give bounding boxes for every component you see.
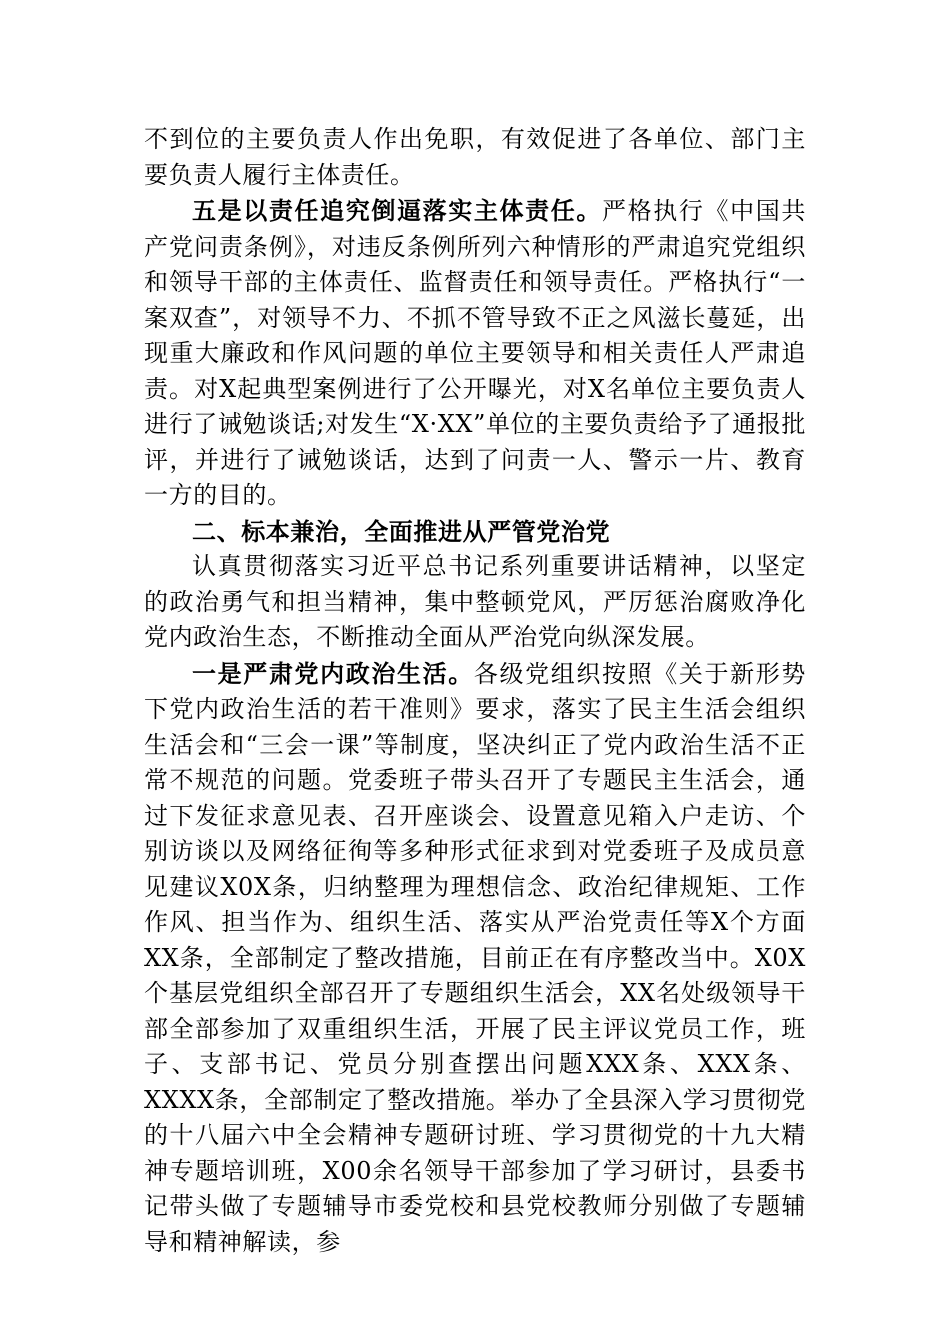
paragraph-intro xyxy=(144,549,806,656)
paragraph-body: 认真贯彻落实习近平总书记系列重要讲话精神，以坚定的政治勇气和担当精神，集中整顿党风，严厉惩治腐败净化党内政治生态，不断推动全面从严治党向纵深发展。 xyxy=(144,552,806,651)
paragraph-lead: 一是严肃党内政治生活。 xyxy=(192,658,474,688)
document-body xyxy=(144,122,806,1260)
paragraph-accountability xyxy=(144,193,806,514)
paragraph-political-life xyxy=(144,656,806,1261)
paragraph-body: 严格执行《中国共产党问责条例》，对违反条例所列六种情形的严肃追究党组织和领导干部的主体责任、监督责任和领导责任。严格执行“一案双查”，对领导不力、不抓不管导致不正之风滋长蔓延，出现重大廉政和作风问题的单位主要领导和相关责任人严肃追责。对X起典型案例进行了公开曝光，对X名单位主要负责人进行了诫勉谈话;对发生“X·XX”单位的主要负责给予了通报批评，并进行了诫勉谈话，达到了问责一人、警示一片、教育一方的目的。 xyxy=(144,197,806,509)
paragraph-body: 不到位的主要负责人作出免职，有效促进了各单位、部门主要负责人履行主体责任。 xyxy=(144,125,806,189)
paragraph-body: 各级党组织按照《关于新形势下党内政治生活的若干准则》要求，落实了民主生活会组织生活会和“三会一课”等制度，坚决纠正了党内政治生活不正常不规范的问题。党委班子带头召开了专题民主生活会，通过下发征求意见表、召开座谈会、设置意见箱入户走访、个别访谈以及网络征徇等多种形式征求到对党委班子及成员意见建议X0X条，归纳整理为理想信念、政治纪律规矩、工作作风、担当作为、组织生活、落实从严治党责任等X个方面XX条，全部制定了整改措施，目前正在有序整改当中。X0X个基层党组织全部召开了专题组织生活会，XX名处级领导干部全部参加了双重组织生活，开展了民主评议党员工作，班子、支部书记、党员分别查摆出问题XXX条、XXX条、XXXX条，全部制定了整改措施。举办了全县深入学习贯彻党的十八届六中全会精神专题研讨班、学习贯彻党的十九大精神专题培训班，X00余名领导干部参加了学习研讨，县委书记带头做了专题辅导市委党校和县党校教师分别做了专题辅导和精神解读，参 xyxy=(144,659,806,1256)
paragraph-lead: 五是以责任追究倒逼落实主体责任。 xyxy=(192,196,603,225)
paragraph-continuation xyxy=(144,122,806,193)
section-heading: 二、标本兼治，全面推进从严管党治党 xyxy=(192,516,611,546)
